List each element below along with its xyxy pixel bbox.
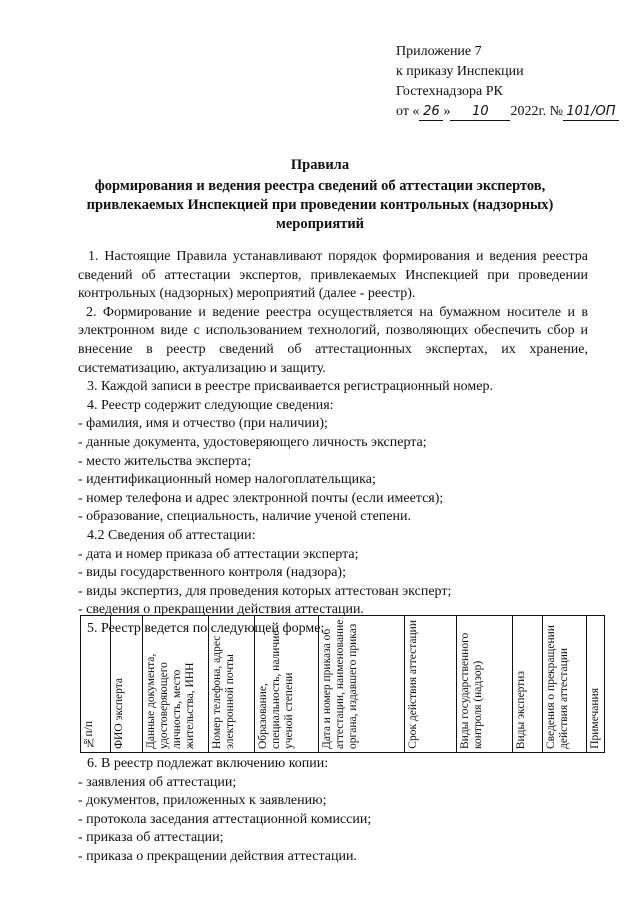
header-order: Дата и номер приказа об аттестации, наименование органа, издавшего приказ [321,619,359,749]
point-4: 4. Реестр содержит следующие сведения: [87,397,334,413]
appendix-line-1: Приложение 7 [396,44,482,59]
point4-item: - место жительства эксперта; [78,453,252,469]
table-header-cell [81,616,111,753]
point42-item: - дата и номер приказа об аттестации эксперта; [78,546,359,562]
header-validity: Срок действия аттестации [407,620,419,749]
point4-item: - данные документа, удостоверяющего личность эксперта; [78,434,427,450]
table-header-cell [255,616,319,753]
header-contacts: Номер телефона, адрес электронной почты [211,635,236,749]
point42-item: - виды экспертиз, для проведения которых аттестован эксперт; [78,583,452,599]
header-number: №п/п [83,721,95,749]
point-3: 3. Каждой записи в реестре присваивается регистрационный номер. [87,379,493,395]
header-notes: Примечания [589,688,601,749]
header-control-types: Виды государственного контроля (надзор) [459,632,484,749]
document-body-bottom [78,755,588,867]
table-header-cell [457,616,513,753]
point6-item: - документов, приложенных к заявлению; [78,793,327,809]
document-body-top [78,248,588,638]
point4-item: - номер телефона и адрес электронной почты (если имеется); [78,490,444,506]
date-year: 2022г. № [510,104,563,119]
header-education: Образование, специальность, наличие ученой степени [257,630,295,749]
point-4-2: 4.2 Сведения об аттестации: [87,527,256,543]
date-day: 26 [419,104,443,121]
point-5: 5. Реестр ведется по следующей форме: [87,620,325,636]
point4-item: - фамилия, имя и отчество (при наличии); [78,416,328,432]
appendix-date-line [396,102,628,122]
appendix-line-2: к приказу Инспекции [396,64,524,79]
table-header-cell [111,616,143,753]
point6-item: - заявления об аттестации; [78,774,237,790]
document-subtitle: формирования и ведения реестра сведений об аттестации экспертов, привлекаемых Инспекцией при проведении контрольных (надзорных) мероприятий [86,178,554,232]
appendix-block [396,42,628,122]
paragraph-1: 1. Настоящие Правила устанавливают порядок формирования и ведения реестра сведений об аттестации экспертов, привлекаемых Инспекцией при проведении контрольных (надзорных) мероприятий (далее - реестр). [78,249,588,302]
header-termination: Сведения о прекращении действия аттестации [545,625,570,749]
table-header-cell [209,616,255,753]
header-id-document: Данные документа, удостоверяющего личность, место жительства, ИНН [145,653,196,749]
point4-item: - идентификационный номер налогоплательщика; [78,472,376,488]
point42-item: - виды государственного контроля (надзора); [78,565,346,581]
point6-item: - протокола заседания аттестационной комиссии; [78,811,372,827]
header-full-name: ФИО эксперта [113,677,125,749]
paragraph-2: 2. Формирование и ведение реестра осуществляется на бумажном носителе и в электронном виде с использованием технологий, позволяющих обеспечить сбор и внесение в реестр сведений об аттестационных экспертах, их хранение, систематизацию, актуализацию и защиту. [78,304,588,376]
header-expertise-types: Виды экспертиз [515,670,527,749]
document-title: Правила [290,157,350,173]
order-number: 101/ОП [563,104,619,121]
point42-item: - сведения о прекращении действия аттестации. [78,602,364,618]
point4-item: - образование, специальность, наличие ученой степени. [78,509,411,525]
point6-item: - приказа о прекращении действия аттестации. [78,848,357,864]
table-header-cell [513,616,543,753]
table-header-cell [587,616,605,753]
point-6: 6. В реестр подлежат включению копии: [87,756,329,771]
date-quote: » [443,104,451,119]
table-header-cell [143,616,209,753]
table-header-cell [319,616,405,753]
date-month: 10 [450,104,510,121]
registry-form-table [80,615,605,753]
date-prefix: от « [396,104,420,119]
appendix-line-3: Гостехнадзора РК [396,84,503,99]
table-header-cell [543,616,587,753]
table-header-cell [405,616,457,753]
point6-item: - приказа об аттестации; [78,830,224,846]
